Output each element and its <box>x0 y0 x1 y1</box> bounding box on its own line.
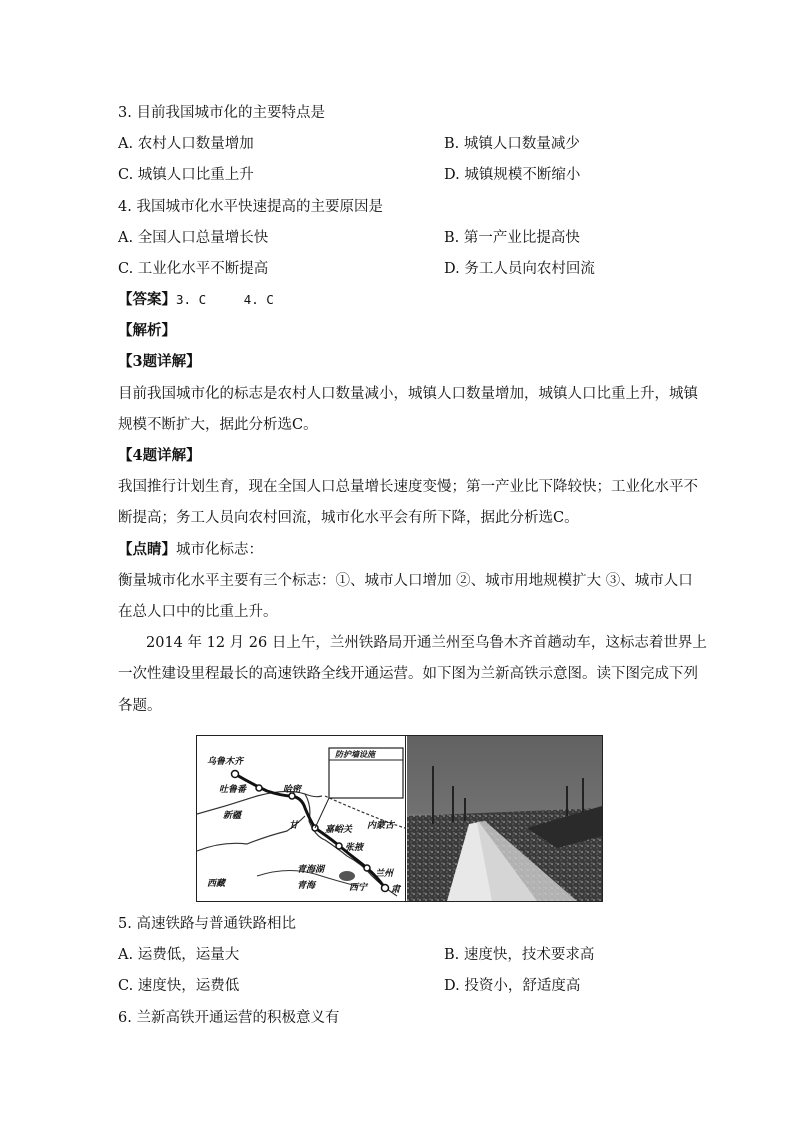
station-turpan <box>256 785 262 791</box>
passage-line1: 2014 年 12 月 26 日上午，兰州铁路局开通兰州至乌鲁木齐首趟动车，这标志着世界上 <box>146 635 707 651</box>
tip-line <box>118 540 263 560</box>
station-xining <box>364 865 370 871</box>
tip-line1: 衡量城市化水平主要有三个标志：①、城市人口增加 ②、城市用地规模扩大 ③、城市人口 <box>118 573 693 589</box>
q5-option-d: D. 投资小，舒适度高 <box>444 978 581 994</box>
station-urumqi <box>232 771 239 778</box>
detail4-label: 【4题详解】 <box>118 447 201 464</box>
railway-map <box>197 736 406 901</box>
q5-option-c: C. 速度快，运费低 <box>118 978 240 994</box>
label-qinghai: 青海 <box>297 881 316 891</box>
detail3-line2: 规模不断扩大，据此分析选C。 <box>118 417 318 433</box>
analysis-label: 【解析】 <box>118 322 176 339</box>
q4-option-a: A. 全国人口总量增长快 <box>118 230 269 246</box>
q3-option-b: B. 城镇人口数量减少 <box>444 136 580 152</box>
label-fanghu: 防护墙设施 <box>335 750 375 759</box>
label-neimenggu: 内蒙古 <box>367 821 395 831</box>
tip-label: 【点睛】 <box>118 541 176 558</box>
q5-option-b: B. 速度快，技术要求高 <box>444 947 595 963</box>
answer-text: 3. C 4. C <box>176 292 274 307</box>
detail3-line1: 目前我国城市化的标志是农村人口数量减小，城镇人口数量增加，城镇人口比重上升，城镇 <box>118 386 698 402</box>
station-lanzhou <box>382 885 389 892</box>
label-xizang: 西藏 <box>207 879 226 889</box>
q3-option-c: C. 城镇人口比重上升 <box>118 167 254 183</box>
label-zhangye: 张掖 <box>345 843 364 853</box>
label-gan: 甘 <box>289 821 299 831</box>
label-turpan: 吐鲁番 <box>219 785 247 795</box>
q5-option-a: A. 运费低，运量大 <box>118 947 240 963</box>
label-xining: 西宁 <box>349 883 368 893</box>
detail4-line2: 断提高；务工人员向农村回流，城市化水平会有所下降，据此分析选C。 <box>118 510 579 526</box>
detail4-line1: 我国推行计划生育，现在全国人口总量增长速度变慢；第一产业比下降较快；工业化水平不 <box>118 479 698 495</box>
detail3-label: 【3题详解】 <box>118 353 201 370</box>
q3-option-d: D. 城镇规模不断缩小 <box>444 167 581 183</box>
passage-line2: 一次性建设里程最长的高速铁路全线开通运营。如下图为兰新高铁示意图。读下图完成下列 <box>118 666 698 682</box>
label-qinghaihu: 青海湖 <box>297 865 325 875</box>
q3-option-a: A. 农村人口数量增加 <box>118 136 254 152</box>
label-jiayuguan: 嘉峪关 <box>325 825 353 835</box>
tip-line2: 在总人口中的比重上升。 <box>118 604 278 620</box>
q4-option-d: D. 务工人员向农村回流 <box>444 261 595 277</box>
railway-photo <box>407 736 602 901</box>
answer-label: 【答案】 <box>118 291 176 308</box>
label-xinjiang: 新疆 <box>223 811 242 821</box>
q4-option-c: C. 工业化水平不断提高 <box>118 261 269 277</box>
label-urumqi: 乌鲁木齐 <box>207 757 244 767</box>
station-zhangye <box>336 843 342 849</box>
figure-lanxin-railway <box>196 735 603 902</box>
q6-stem: 6. 兰新高铁开通运营的积极意义有 <box>118 1010 340 1026</box>
passage-line3: 各题。 <box>118 698 162 714</box>
q3-stem: 3. 目前我国城市化的主要特点是 <box>118 105 325 121</box>
tip-title: 城市化标志： <box>176 542 263 558</box>
label-hami: 哈密 <box>283 785 302 795</box>
answer-line <box>118 290 274 310</box>
q5-stem: 5. 高速铁路与普通铁路相比 <box>118 916 296 932</box>
railway-photo-drawing <box>407 736 602 901</box>
photo-haze <box>407 736 602 814</box>
q4-stem: 4. 我国城市化水平快速提高的主要原因是 <box>118 199 383 215</box>
label-lanzhou: 兰州 <box>375 869 394 879</box>
q4-option-b: B. 第一产业比提高快 <box>444 230 580 246</box>
label-su: 肃 <box>391 885 401 895</box>
